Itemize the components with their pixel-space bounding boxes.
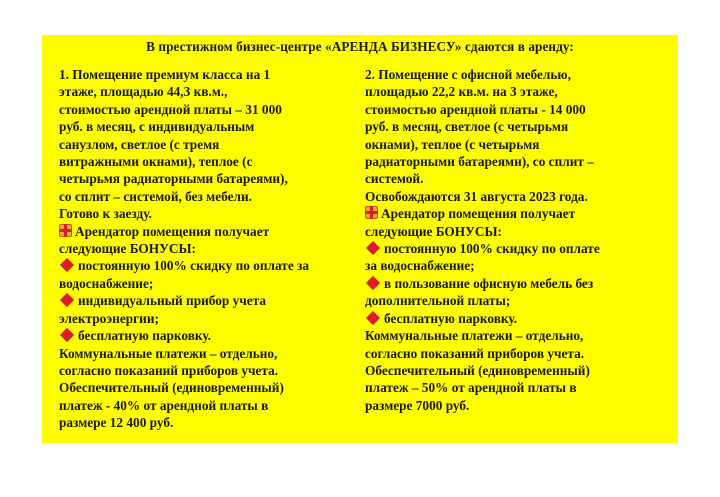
bonus-item-text: постоянную 100% скидку по оплате [384, 241, 600, 257]
footer-line: размере 7000 руб. [365, 397, 470, 413]
offer-text-line: радиаторными батареями), со сплит – [365, 154, 594, 170]
bonus-item [365, 275, 665, 292]
red-diamond-icon [366, 241, 380, 255]
bonus-item [59, 257, 354, 274]
offer-text-line: витражными окнами), теплое (с [59, 154, 253, 170]
bonus-heading [365, 205, 665, 222]
offer-text-line: санузлом, светлое (с тремя [59, 136, 220, 152]
offer-text-line: 1. Помещение премиум класса на 1 [59, 67, 271, 82]
offer-text-line: 2. Помещение с офисной мебелью, [365, 67, 571, 82]
yellow-notice-sheet [42, 35, 678, 443]
gift-icon [59, 224, 72, 237]
footer-line: Обеспечительный (единовременный) [365, 362, 590, 378]
bonus-item-cont: электроэнергии; [59, 310, 159, 326]
footer-line: согласно показаний приборов учета. [365, 345, 585, 361]
offer-text-line: руб. в месяц, светлое (с четырьмя [365, 119, 569, 135]
bonus-item-cont: водоснабжение; [59, 275, 154, 291]
offer-text-line: Освобождаются 31 августа 2023 года. [365, 188, 588, 204]
footer-line: Обеспечительный (единовременный) [59, 380, 284, 396]
footer-line: размере 12 400 руб. [59, 415, 174, 431]
gift-icon [365, 206, 378, 219]
bonus-heading-text: Арендатор помещения получает [381, 206, 576, 222]
bonus-heading-cont: следующие БОНУСЫ: [59, 241, 196, 257]
red-diamond-icon [366, 276, 380, 290]
footer-line: согласно показаний приборов учета. [59, 362, 279, 378]
footer-line: платеж - 40% от арендной платы в [59, 397, 269, 413]
bonus-heading [59, 223, 354, 240]
bonus-item-text: индивидуальный прибор учета [78, 293, 266, 309]
bonus-item-cont: за водоснабжение; [365, 258, 475, 274]
red-diamond-icon [60, 258, 74, 272]
bonus-item-text: в пользование офисную мебель без [384, 275, 594, 291]
offer-text-line: площадью 22,2 кв.м. на 3 этаже, [365, 84, 558, 100]
right-offer-column [365, 66, 665, 414]
offer-text-line: четырьмя радиаторными батареями), [59, 171, 288, 187]
bonus-item-text: бесплатную парковку. [384, 310, 517, 326]
footer-line: Коммунальные платежи – отдельно, [59, 345, 278, 361]
offer-text-line: системой. [365, 171, 424, 187]
red-diamond-icon [60, 328, 74, 342]
footer-line: платеж – 50% от арендной платы в [365, 380, 577, 396]
offer-text-line: руб. в месяц, с индивидуальным [59, 119, 255, 135]
red-diamond-icon [366, 311, 380, 325]
bonus-heading-text: Арендатор помещения получает [75, 223, 270, 239]
offer-text-line: стоимостью арендной платы - 14 000 [365, 101, 586, 117]
notice-title: В престижном бизнес-центре «АРЕНДА БИЗНЕСУ» сдаются в аренду: [146, 39, 574, 54]
bonus-item-text: бесплатную парковку. [78, 328, 211, 344]
bonus-item [59, 327, 354, 344]
offer-text-line: стоимостью арендной платы – 31 000 [59, 101, 282, 117]
offer-text-line: окнами), теплое (с четырьмя [365, 136, 540, 152]
offer-text-line: этаже, площадью 44,3 кв.м., [59, 84, 228, 100]
offer-text-line: Готово к заезду. [59, 206, 152, 222]
offer-text-line: со сплит – системой, без мебели. [59, 188, 252, 204]
footer-line: Коммунальные платежи – отдельно, [365, 328, 584, 344]
bonus-item-cont: дополнительной платы; [365, 293, 511, 309]
bonus-item-text: постоянную 100% скидку по оплате за [78, 258, 310, 274]
bonus-heading-cont: следующие БОНУСЫ: [365, 223, 502, 239]
red-diamond-icon [60, 293, 74, 307]
bonus-item [365, 310, 665, 327]
bonus-item [365, 240, 665, 257]
left-offer-column [59, 66, 354, 432]
bonus-item [59, 292, 354, 309]
